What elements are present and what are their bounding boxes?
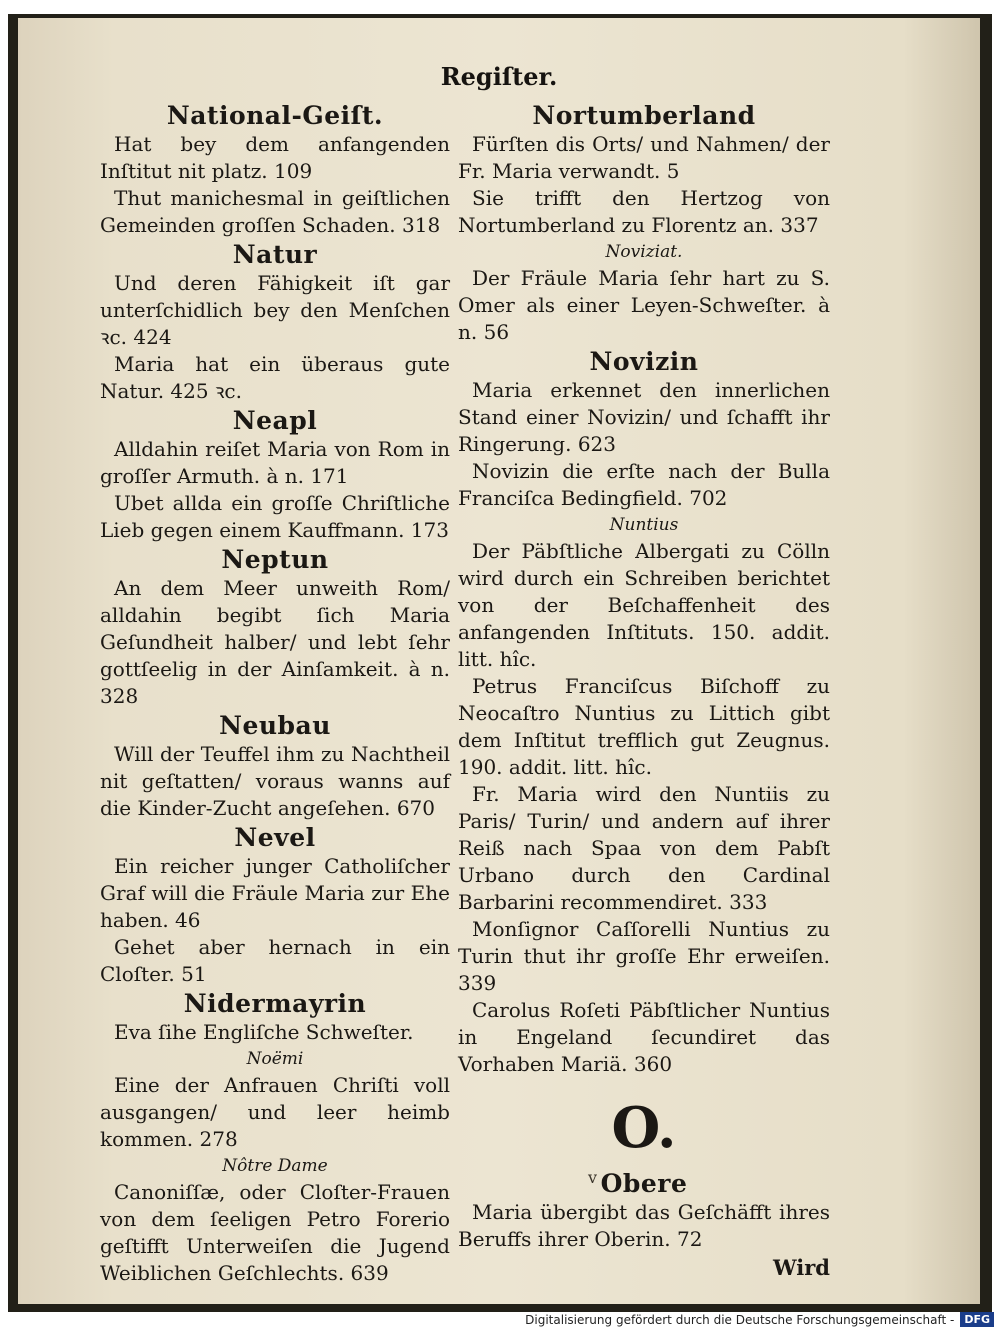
right-column-heading: Obere [600, 1169, 688, 1198]
left-column-entry: Ein reicher junger Catholiſcher Graf will die Fräule Maria zur Ehe haben. 46 [100, 854, 450, 932]
dfg-logo: DFG [960, 1312, 994, 1327]
left-column [100, 100, 450, 1287]
left-column-heading: Neptun [221, 545, 329, 574]
left-column-entry: Canoniſſæ, oder Cloſter-Frauen von dem ſeeligen Petro Forerio geſtifft Unterweiſen die Jugend Weiblichen Geſchlechts. 639 [100, 1180, 450, 1285]
right-column-entry: Fr. Maria wird den Nuntiis zu Paris/ Turin/ und andern auf ihrer Reiß nach Spaa von dem Pabſt Urbano durch den Cardinal Barbarini recommendiret. 333 [458, 782, 830, 914]
left-column-heading: Neubau [219, 711, 331, 740]
left-column-entry: An dem Meer unweith Rom/ alldahin begibt ſich Maria Geſundheit halber/ und lebt ſehr gottſeelig in der Ainſamkeit. à n. 328 [100, 576, 450, 708]
right-column [458, 100, 830, 1283]
left-column-entry: Und deren Fähigkeit iſt gar unterſchidlich bey den Menſchen ꝛc. 424 [100, 271, 450, 349]
right-column-entry: Petrus Franciſcus Biſchoff zu Neocaſtro Nuntius zu Littich gibt dem Inſtitut trefflich gut Zeugnus. 190. addit. litt. hîc. [458, 674, 830, 779]
right-column-heading: Novizin [589, 347, 699, 376]
left-column-entry: Alldahin reiſet Maria von Rom in groſſer Armuth. à n. 171 [100, 437, 450, 488]
left-column-entry: Will der Teuffel ihm zu Nachtheil nit geſtatten/ voraus wanns auf die Kinder-Zucht angeſehen. 670 [100, 742, 450, 820]
right-column-sub: Noviziat. [605, 242, 683, 262]
left-column-heading: Nevel [234, 823, 316, 852]
book-page-scan [8, 14, 992, 1312]
left-column-entry: Hat bey dem anfangenden Inſtitut nit platz. 109 [100, 132, 450, 183]
right-column-heading: Nortumberland [532, 101, 756, 130]
left-column-sub: Nôtre Dame [222, 1156, 328, 1176]
left-column-entry: Thut manichesmal in geiſtlichen Gemeinden groſſen Schaden. 318 [100, 186, 450, 237]
footer-text: Digitalisierung gefördert durch die Deutsche Forschungsgemeinschaft - [525, 1312, 955, 1327]
right-column-entry: Maria übergibt das Geſchäfft ihres Beruffs ihrer Oberin. 72 [458, 1200, 830, 1251]
footer [525, 1312, 994, 1327]
paper [18, 18, 980, 1304]
left-column-heading: Neapl [232, 406, 318, 435]
left-column-sub: Noëmi [246, 1049, 304, 1069]
right-column-entry: Monſignor Caſſorelli Nuntius zu Turin thut ihr groſſe Ehr erweiſen. 339 [458, 917, 830, 995]
right-column-entry: Sie trifft den Hertzog von Nortumberland zu Florentz an. 337 [458, 186, 830, 237]
left-column-heading: Natur [232, 240, 318, 269]
left-column-entry: Eva ſihe Engliſche Schweſter. [114, 1020, 414, 1044]
right-column-entry: Fürſten dis Orts/ und Nahmen/ der Fr. Maria verwandt. 5 [458, 132, 830, 183]
running-head: Regiſter. [440, 62, 558, 91]
left-column-entry: Maria hat ein überaus gute Natur. 425 ꝛc. [100, 352, 450, 403]
right-column-entry: Novizin die erſte nach der Bulla Franciſca Bedingfield. 702 [458, 459, 830, 510]
right-column-entry: Maria erkennet den innerlichen Stand einer Novizin/ und ſchafft ihr Ringerung. 623 [458, 378, 830, 456]
right-column-entry: Der Päbſtliche Albergati zu Cölln wird durch ein Schreiben berichtet von der Beſchaffenheit des anfangenden Inſtituts. 150. addit. litt. hîc. [458, 539, 830, 671]
right-column-entry: Carolus Roſeti Päbſtlicher Nuntius in Engeland ſecundiret das Vorhaben Mariä. 360 [458, 998, 830, 1076]
right-column-big-letter: O. [611, 1095, 677, 1161]
left-column-entry: Gehet aber hernach in ein Cloſter. 51 [100, 935, 450, 986]
left-column-heading: National-Geiſt. [166, 101, 384, 130]
left-column-entry: Eine der Anfrauen Chriſti voll ausgangen/ und leer heimb kommen. 278 [100, 1073, 450, 1151]
right-column-entry: Der Fräule Maria ſehr hart zu S. Omer als einer Leyen-Schweſter. à n. 56 [458, 266, 830, 344]
signature-mark: v [588, 1168, 598, 1187]
right-column-sub: Nuntius [609, 515, 679, 535]
right-column-sig: Wird [773, 1255, 830, 1280]
left-column-heading: Nidermayrin [183, 989, 367, 1018]
left-column-entry: Ubet allda ein groſſe Chriſtliche Lieb gegen einem Kauffmann. 173 [100, 491, 450, 542]
